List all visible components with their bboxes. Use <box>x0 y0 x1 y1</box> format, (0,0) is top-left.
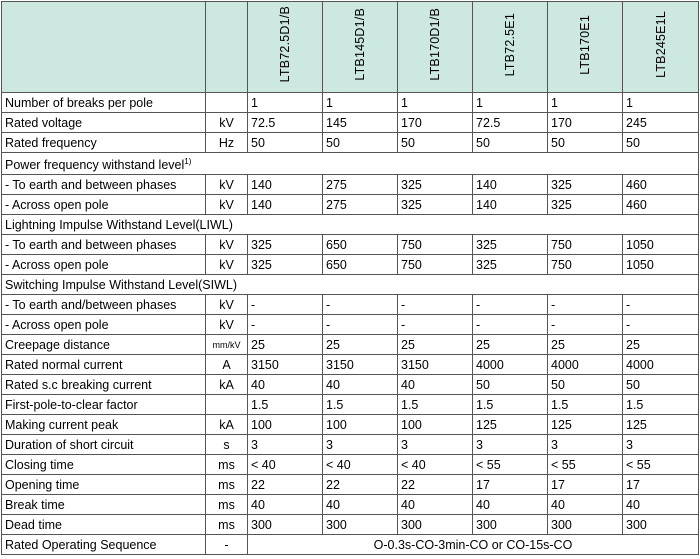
row-label: Opening time <box>2 475 206 495</box>
table-row <box>2 235 699 255</box>
row-value: 325 <box>398 175 473 195</box>
row-value: 750 <box>548 235 623 255</box>
row-label: Duration of short circuit <box>2 435 206 455</box>
row-value: 325 <box>248 235 323 255</box>
section-heading <box>2 215 699 235</box>
row-value: 50 <box>323 133 398 153</box>
model-header <box>323 2 398 93</box>
section-label: Lightning Impulse Withstand Level(LIWL) <box>5 217 233 232</box>
row-value: - <box>248 295 323 315</box>
table-row <box>2 335 699 355</box>
row-value: 325 <box>248 255 323 275</box>
row-unit: kV <box>206 113 248 133</box>
model-name: LTB170E1 <box>578 14 592 75</box>
row-label: Number of breaks per pole <box>2 93 206 113</box>
row-value: 140 <box>248 195 323 215</box>
row-value: < 40 <box>398 455 473 475</box>
row-value: 3 <box>323 435 398 455</box>
row-unit: ms <box>206 495 248 515</box>
row-value: 1050 <box>623 255 699 275</box>
table-row <box>2 455 699 475</box>
row-value: 300 <box>248 515 323 535</box>
row-value: 100 <box>323 415 398 435</box>
row-unit <box>206 395 248 415</box>
row-label: - Across open pole <box>2 255 206 275</box>
row-value: 145 <box>323 113 398 133</box>
section-label: Switching Impulse Withstand Level(SIWL) <box>5 277 238 292</box>
row-value: 1 <box>248 93 323 113</box>
row-value: 750 <box>548 255 623 275</box>
row-value: 50 <box>548 133 623 153</box>
row-value: - <box>548 315 623 335</box>
table-row <box>2 535 699 555</box>
row-value: - <box>473 295 548 315</box>
row-value: 140 <box>473 195 548 215</box>
section-row <box>2 275 699 295</box>
table-row <box>2 255 699 275</box>
row-unit: kA <box>206 375 248 395</box>
section-row <box>2 153 699 175</box>
row-value: 40 <box>398 375 473 395</box>
row-value: 275 <box>323 175 398 195</box>
row-value: 72.5 <box>248 113 323 133</box>
row-label: Rated voltage <box>2 113 206 133</box>
row-value: 17 <box>473 475 548 495</box>
row-unit: Hz <box>206 133 248 153</box>
row-value: 325 <box>548 195 623 215</box>
row-unit <box>206 93 248 113</box>
row-value: 25 <box>248 335 323 355</box>
model-name: LTB72.5E1 <box>503 12 517 77</box>
row-value: 4000 <box>623 355 699 375</box>
header-unit-cell <box>206 2 248 93</box>
table-row <box>2 415 699 435</box>
row-value: 1.5 <box>548 395 623 415</box>
row-value: - <box>473 315 548 335</box>
row-value: 22 <box>398 475 473 495</box>
table-row <box>2 475 699 495</box>
row-value: 1.5 <box>473 395 548 415</box>
row-value: - <box>623 295 699 315</box>
row-value: 300 <box>323 515 398 535</box>
row-value: 300 <box>548 515 623 535</box>
row-unit: s <box>206 435 248 455</box>
table-row <box>2 315 699 335</box>
table-row <box>2 435 699 455</box>
table-row <box>2 395 699 415</box>
table-row <box>2 113 699 133</box>
row-value: 3 <box>398 435 473 455</box>
row-value: 100 <box>398 415 473 435</box>
row-label: - To earth and between phases <box>2 235 206 255</box>
row-value: < 55 <box>623 455 699 475</box>
row-unit: kV <box>206 255 248 275</box>
row-label: Rated frequency <box>2 133 206 153</box>
table-row <box>2 295 699 315</box>
table-row <box>2 515 699 535</box>
row-value: 170 <box>548 113 623 133</box>
row-label: First-pole-to-clear factor <box>2 395 206 415</box>
row-value: 460 <box>623 195 699 215</box>
row-value: 300 <box>398 515 473 535</box>
row-unit: kV <box>206 315 248 335</box>
row-label: Dead time <box>2 515 206 535</box>
row-value: 3150 <box>248 355 323 375</box>
row-value: < 55 <box>473 455 548 475</box>
row-value: 750 <box>398 235 473 255</box>
model-header <box>548 2 623 93</box>
row-label: Rated normal current <box>2 355 206 375</box>
row-label: Closing time <box>2 455 206 475</box>
row-unit: ms <box>206 455 248 475</box>
row-value: 245 <box>623 113 699 133</box>
row-value: 1.5 <box>623 395 699 415</box>
row-label: Rated s.c breaking current <box>2 375 206 395</box>
row-value: 750 <box>398 255 473 275</box>
section-row <box>2 215 699 235</box>
model-header <box>623 2 699 93</box>
row-value: 40 <box>398 495 473 515</box>
row-value: 650 <box>323 255 398 275</box>
row-value: 4000 <box>473 355 548 375</box>
row-value: 125 <box>623 415 699 435</box>
row-value: 1.5 <box>398 395 473 415</box>
row-value: 40 <box>248 375 323 395</box>
row-value: < 40 <box>248 455 323 475</box>
row-value: 275 <box>323 195 398 215</box>
row-value: < 55 <box>548 455 623 475</box>
table-row <box>2 355 699 375</box>
row-value: 325 <box>473 235 548 255</box>
row-value: 25 <box>623 335 699 355</box>
model-name: LTB170D1/B <box>428 8 442 81</box>
row-value: - <box>323 295 398 315</box>
row-value: 170 <box>398 113 473 133</box>
row-label: Making current peak <box>2 415 206 435</box>
model-name: LTB145D1/B <box>353 8 367 81</box>
row-unit: - <box>206 535 248 555</box>
row-value: 40 <box>548 495 623 515</box>
row-unit: kV <box>206 175 248 195</box>
row-value: 50 <box>248 133 323 153</box>
row-value: 25 <box>398 335 473 355</box>
row-value: 17 <box>623 475 699 495</box>
row-value: 50 <box>398 133 473 153</box>
row-unit: ms <box>206 515 248 535</box>
row-value: 25 <box>548 335 623 355</box>
row-value: 3 <box>473 435 548 455</box>
table-row <box>2 175 699 195</box>
row-value: 1 <box>548 93 623 113</box>
section-heading <box>2 153 699 175</box>
row-value: 125 <box>473 415 548 435</box>
row-value: - <box>623 315 699 335</box>
model-name: LTB72.5D1/B <box>278 6 292 83</box>
row-unit: ms <box>206 475 248 495</box>
header-label-cell <box>2 2 206 93</box>
model-name: LTB245E1L <box>653 11 668 78</box>
row-value: 325 <box>473 255 548 275</box>
row-value: < 40 <box>323 455 398 475</box>
row-label: - Across open pole <box>2 195 206 215</box>
row-value: 50 <box>473 133 548 153</box>
row-value: 1.5 <box>248 395 323 415</box>
section-heading <box>2 275 699 295</box>
row-value: 1 <box>398 93 473 113</box>
row-label: Creepage distance <box>2 335 206 355</box>
row-label: Break time <box>2 495 206 515</box>
row-unit: A <box>206 355 248 375</box>
row-value: 4000 <box>548 355 623 375</box>
row-unit: kV <box>206 235 248 255</box>
section-label: Power frequency withstand level <box>5 158 185 173</box>
row-value: 325 <box>398 195 473 215</box>
row-value: 325 <box>548 175 623 195</box>
row-value: 25 <box>323 335 398 355</box>
row-value: 22 <box>248 475 323 495</box>
footnote-marker: 1) <box>184 157 192 166</box>
row-value: 50 <box>623 133 699 153</box>
row-value: 1 <box>473 93 548 113</box>
row-value: 1 <box>623 93 699 113</box>
row-value: 3 <box>548 435 623 455</box>
table-row <box>2 195 699 215</box>
model-header <box>473 2 548 93</box>
row-label: - To earth and/between phases <box>2 295 206 315</box>
table-body <box>2 2 699 555</box>
row-unit: mm/kV <box>206 335 248 355</box>
row-unit: kV <box>206 195 248 215</box>
row-label: - To earth and between phases <box>2 175 206 195</box>
row-value: 140 <box>248 175 323 195</box>
row-label: Rated Operating Sequence <box>2 535 206 555</box>
row-value: 140 <box>473 175 548 195</box>
row-value: 50 <box>548 375 623 395</box>
model-header <box>248 2 323 93</box>
row-value: - <box>248 315 323 335</box>
row-value: - <box>398 315 473 335</box>
row-unit: kV <box>206 295 248 315</box>
row-value: 17 <box>548 475 623 495</box>
row-value: - <box>548 295 623 315</box>
specification-table <box>1 1 699 555</box>
row-value: 3150 <box>323 355 398 375</box>
row-value: 40 <box>623 495 699 515</box>
row-value: 3150 <box>398 355 473 375</box>
row-value: 100 <box>248 415 323 435</box>
row-value: - <box>398 295 473 315</box>
row-value: 300 <box>473 515 548 535</box>
row-value: 72.5 <box>473 113 548 133</box>
table-row <box>2 375 699 395</box>
row-value: 1 <box>323 93 398 113</box>
row-value: - <box>323 315 398 335</box>
row-value: 50 <box>623 375 699 395</box>
row-value: 300 <box>623 515 699 535</box>
table-row <box>2 495 699 515</box>
row-value: 25 <box>473 335 548 355</box>
model-header <box>398 2 473 93</box>
row-value: 3 <box>623 435 699 455</box>
row-value: 40 <box>248 495 323 515</box>
row-label: - Across open pole <box>2 315 206 335</box>
row-value: 22 <box>323 475 398 495</box>
row-unit: kA <box>206 415 248 435</box>
row-value: 125 <box>548 415 623 435</box>
table-row <box>2 93 699 113</box>
row-value: 50 <box>473 375 548 395</box>
row-value: 40 <box>473 495 548 515</box>
table-row <box>2 133 699 153</box>
row-value: O-0.3s-CO-3min-CO or CO-15s-CO <box>248 535 699 555</box>
row-value: 40 <box>323 495 398 515</box>
row-value: 650 <box>323 235 398 255</box>
row-value: 3 <box>248 435 323 455</box>
row-value: 1.5 <box>323 395 398 415</box>
header-row <box>2 2 699 93</box>
row-value: 460 <box>623 175 699 195</box>
row-value: 40 <box>323 375 398 395</box>
row-value: 1050 <box>623 235 699 255</box>
